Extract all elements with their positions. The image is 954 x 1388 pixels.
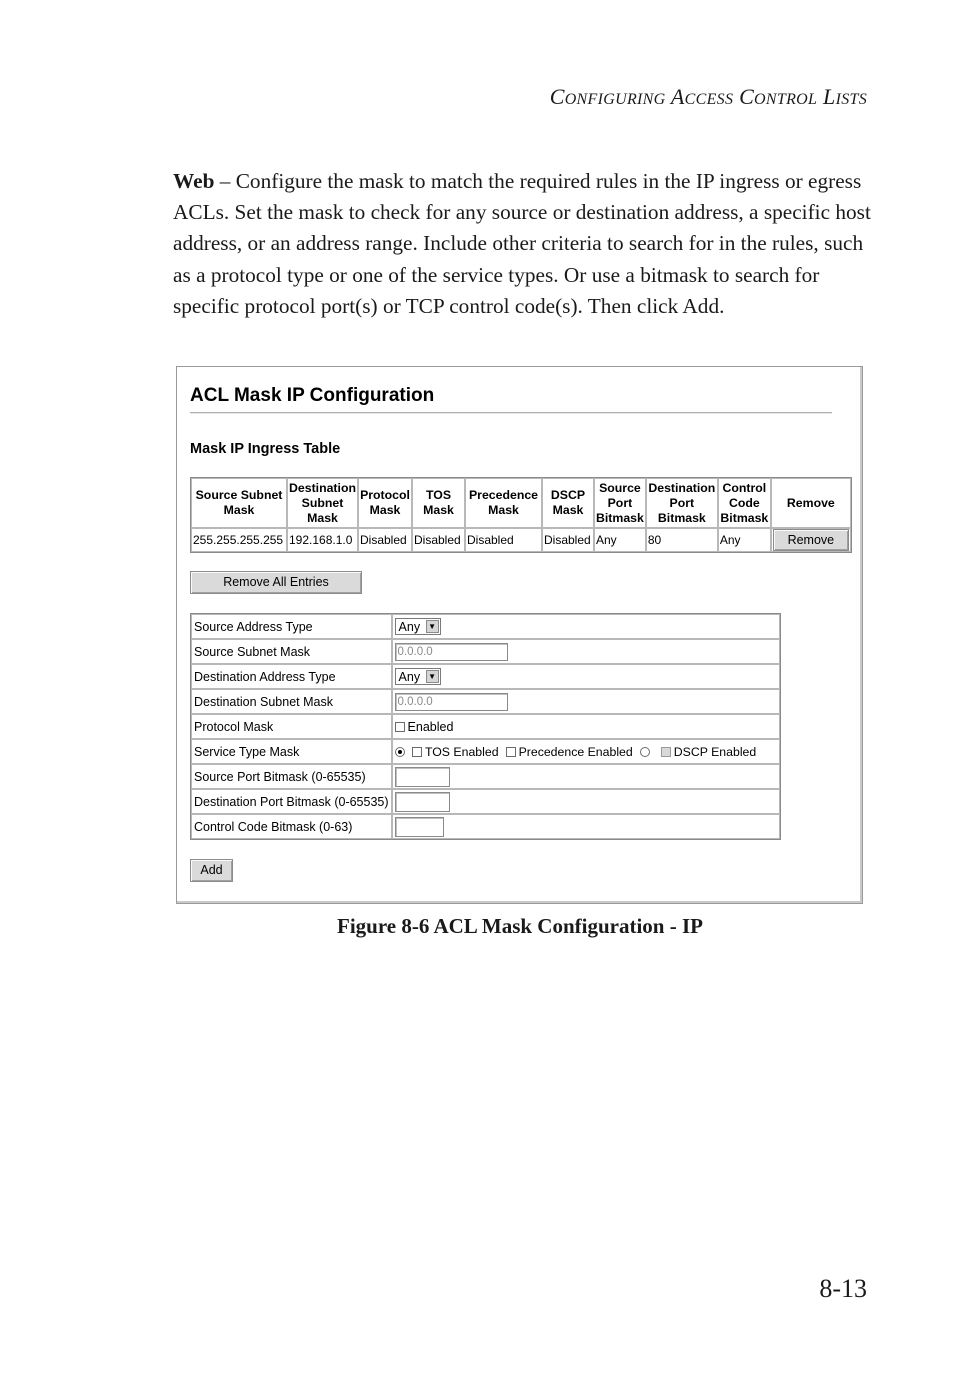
cell-destination-port-bitmask: 80 [646,528,718,552]
cell-protocol-mask: Disabled [358,528,412,552]
col-source-subnet-mask: Source Subnet Mask [191,478,287,528]
table-header-row [191,478,851,528]
add-button[interactable]: Add [190,859,233,882]
dscp-enabled-checkbox[interactable] [661,747,671,757]
precedence-enabled-checkbox[interactable] [506,747,516,757]
precedence-enabled-label: Precedence Enabled [518,744,633,759]
col-protocol-mask: Protocol Mask [358,478,412,528]
table-title: Mask IP Ingress Table [190,441,341,457]
protocol-mask-cell [392,714,780,739]
col-destination-subnet-mask: Destination Subnet Mask [287,478,358,528]
chevron-down-icon: ▼ [426,620,439,633]
control-code-bitmask-input[interactable] [395,817,444,837]
remove-button[interactable]: Remove [773,529,849,551]
source-address-type-select[interactable] [395,618,441,635]
page-title: ACL Mask IP Configuration [190,385,435,406]
source-address-type-label: Source Address Type [191,614,392,639]
source-port-bitmask-label: Source Port Bitmask (0-65535) [191,764,392,789]
destination-subnet-mask-input[interactable]: 0.0.0.0 [395,693,508,711]
col-remove: Remove [771,478,851,528]
col-precedence-mask: Precedence Mask [465,478,542,528]
form-row-source-subnet-mask [191,639,780,664]
form-row-protocol-mask [191,714,780,739]
chevron-down-icon: ▼ [426,670,439,683]
remove-all-entries-button[interactable]: Remove All Entries [190,571,362,594]
service-type-mask-label: Service Type Mask [191,739,392,764]
form-row-service-type-mask [191,739,780,764]
cell-tos-mask: Disabled [412,528,465,552]
source-subnet-mask-label: Source Subnet Mask [191,639,392,664]
mask-ingress-table [190,477,852,553]
form-row-destination-address-type [191,664,780,689]
protocol-mask-label: Protocol Mask [191,714,392,739]
mask-form [190,613,781,840]
destination-address-type-select[interactable] [395,668,441,685]
source-address-type-cell [392,614,780,639]
destination-address-type-value: Any [398,670,421,684]
tos-enabled-label: TOS Enabled [424,744,499,759]
col-control-code-bitmask: Control Code Bitmask [718,478,771,528]
intro-text: – Configure the mask to match the required rules in the IP ingress or egress ACLs. Set the mask to check for any source or destination address, a specific host address, or an address range. Include other criteria to search for in the rules, such as a protocol type or one of the service types. Or use a bitmask to search for specific protocol port(s) or TCP control code(s). Then click Add. [173,169,871,318]
source-subnet-mask-cell [392,639,780,664]
acl-mask-screenshot [176,366,863,904]
dscp-enabled-label: DSCP Enabled [673,744,757,759]
destination-subnet-mask-label: Destination Subnet Mask [191,689,392,714]
source-port-bitmask-cell [392,764,780,789]
destination-address-type-label: Destination Address Type [191,664,392,689]
destination-port-bitmask-input[interactable] [395,792,450,812]
running-header: CONFIGURING ACCESS CONTROL LISTS [549,84,867,109]
col-source-port-bitmask: Source Port Bitmask [594,478,646,528]
cell-destination-subnet-mask: 192.168.1.0 [287,528,358,552]
destination-port-bitmask-cell [392,789,780,814]
table-row [191,528,851,552]
protocol-mask-checkbox-label: Enabled [407,719,454,734]
intro-paragraph [173,166,873,322]
form-row-source-address-type [191,614,780,639]
tos-enabled-checkbox[interactable] [412,747,422,757]
destination-address-type-cell [392,664,780,689]
title-divider [190,412,832,414]
destination-subnet-mask-cell [392,689,780,714]
col-tos-mask: TOS Mask [412,478,465,528]
cell-remove [771,528,851,552]
source-subnet-mask-input[interactable]: 0.0.0.0 [395,643,508,661]
form-row-control-code-bitmask [191,814,780,839]
cell-source-subnet-mask: 255.255.255.255 [191,528,287,552]
form-row-destination-port-bitmask [191,789,780,814]
intro-lead: Web [173,169,215,193]
form-row-destination-subnet-mask [191,689,780,714]
col-destination-port-bitmask: Destination Port Bitmask [646,478,718,528]
service-type-mask-cell [392,739,780,764]
source-port-bitmask-input[interactable] [395,767,450,787]
service-type-radio-dscp[interactable] [640,747,650,757]
form-row-source-port-bitmask [191,764,780,789]
control-code-bitmask-label: Control Code Bitmask (0-63) [191,814,392,839]
source-address-type-value: Any [398,620,421,634]
protocol-mask-checkbox[interactable] [395,722,405,732]
cell-source-port-bitmask: Any [594,528,646,552]
figure-caption: Figure 8-6 ACL Mask Configuration - IP [337,914,703,938]
control-code-bitmask-cell [392,814,780,839]
destination-port-bitmask-label: Destination Port Bitmask (0-65535) [191,789,392,814]
service-type-radio-tos-precedence[interactable] [395,747,405,757]
cell-control-code-bitmask: Any [718,528,771,552]
page-number: 8-13 [819,1274,867,1303]
cell-dscp-mask: Disabled [542,528,594,552]
cell-precedence-mask: Disabled [465,528,542,552]
col-dscp-mask: DSCP Mask [542,478,594,528]
